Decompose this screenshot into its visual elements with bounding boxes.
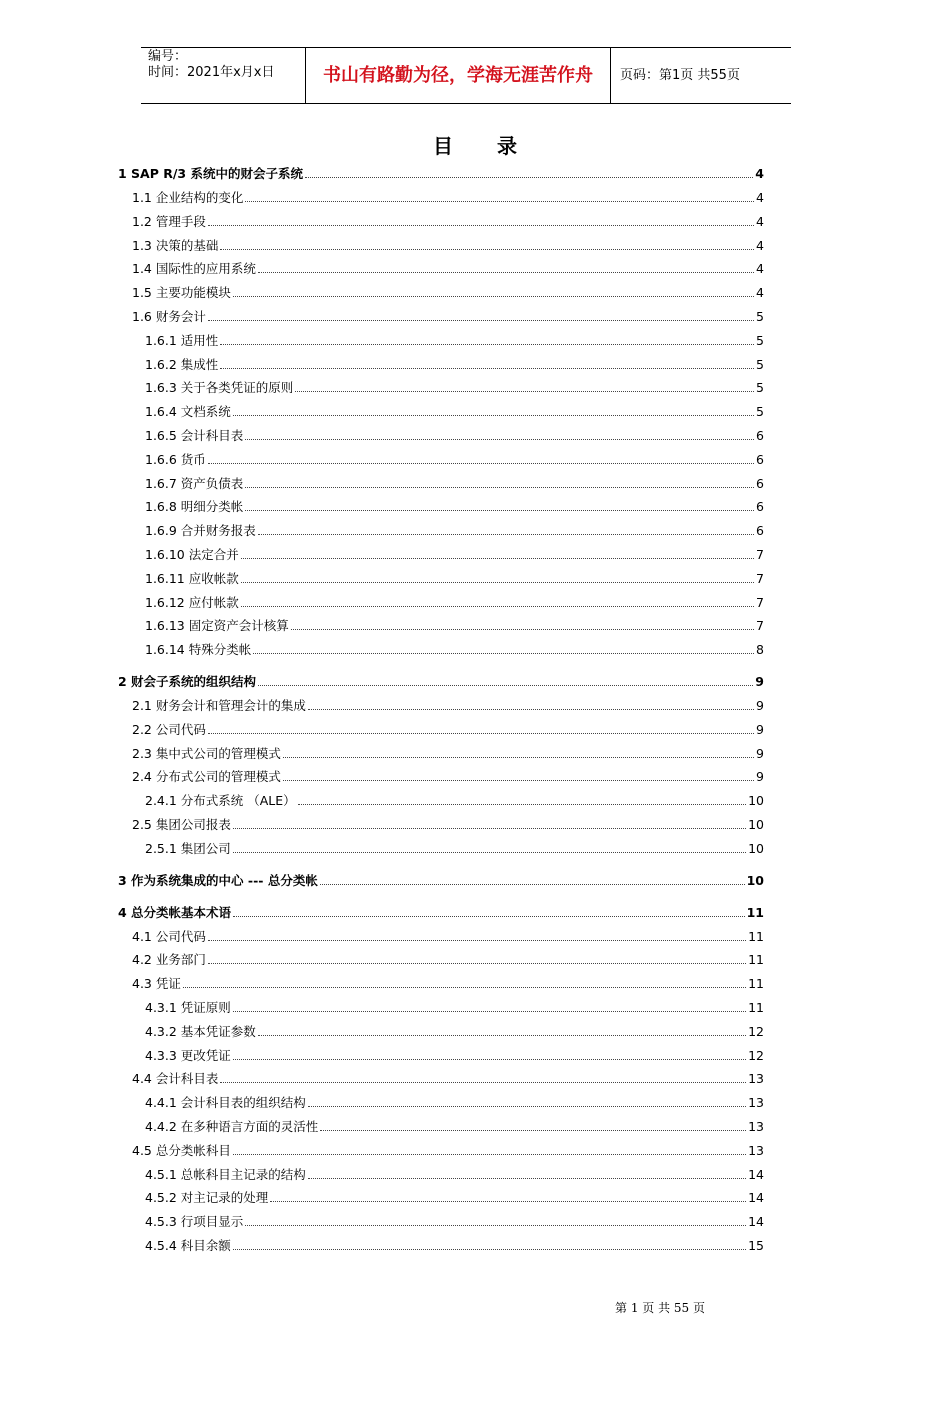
toc-entry-page: 12 (748, 1023, 764, 1039)
toc-entry-title: 2.3 集中式公司的管理模式 (132, 745, 281, 761)
toc-entry[interactable] (132, 1142, 764, 1160)
header-meta (148, 49, 274, 81)
toc-entry-title: 1.6.12 应付帐款 (145, 594, 239, 610)
toc-dot-leader (233, 415, 754, 416)
toc-dot-leader (308, 709, 754, 710)
toc-dot-leader (208, 320, 754, 321)
toc-entry-title: 4.5 总分类帐科目 (132, 1142, 231, 1158)
toc-dot-leader (183, 987, 746, 988)
toc-dot-leader (245, 1225, 746, 1226)
toc-entry-title: 2.5.1 集团公司 (145, 840, 231, 856)
toc-entry[interactable] (145, 1047, 764, 1065)
toc-dot-leader (208, 963, 746, 964)
toc-entry-page: 9 (755, 674, 764, 689)
toc-entry-page: 9 (756, 698, 764, 713)
toc-entry-page: 6 (756, 475, 764, 491)
toc-dot-leader (233, 852, 746, 853)
toc-entry-title: 1.6.1 适用性 (145, 332, 219, 348)
header-number: 编号： (148, 49, 188, 64)
toc-entry-title: 4.1 公司代码 (132, 928, 206, 944)
toc-entry[interactable] (132, 189, 764, 207)
toc-entry-page: 11 (748, 952, 764, 968)
toc-dot-leader (258, 685, 753, 686)
toc-entry[interactable] (132, 928, 764, 946)
toc-entry-page: 7 (756, 570, 764, 586)
toc-entry[interactable] (132, 308, 764, 326)
toc-entry[interactable] (132, 721, 764, 739)
toc-entry-page: 12 (748, 1047, 764, 1063)
toc-dot-leader (295, 391, 754, 392)
toc-entry-page: 10 (748, 840, 764, 856)
toc-entry-title: 2.2 公司代码 (132, 721, 206, 737)
toc-dot-leader (298, 804, 746, 805)
toc-entry[interactable] (145, 570, 764, 588)
toc-entry-title: 4.5.1 总帐科目主记录的结构 (145, 1166, 306, 1182)
header-time: 时间：2021年x月x日 (148, 65, 275, 80)
toc-entry-title: 4.5.4 科目余额 (145, 1238, 231, 1253)
toc-entry-title: 1.6.8 明细分类帐 (145, 499, 244, 515)
toc-dot-leader (258, 534, 754, 535)
toc-entry[interactable] (145, 522, 764, 540)
toc-entry[interactable] (145, 999, 764, 1017)
toc-dot-leader (291, 629, 754, 630)
toc-dot-leader (245, 439, 754, 440)
toc-entry-page: 13 (748, 1119, 764, 1134)
toc-entry[interactable] (132, 697, 764, 715)
header-motto: 书山有路勤为径，学海无涯苦作舟 (323, 65, 593, 86)
toc-entry-page: 5 (756, 380, 764, 396)
toc-entry-title: 4.3.3 更改凭证 (145, 1047, 231, 1063)
toc-entry[interactable] (145, 1189, 764, 1207)
toc-entry-title: 1.6.13 固定资产会计核算 (145, 618, 289, 634)
toc-entry[interactable] (145, 1237, 764, 1255)
toc-entry-title: 4.4 会计科目表 (132, 1071, 219, 1087)
toc-entry[interactable] (118, 904, 764, 922)
toc-dot-leader (241, 558, 754, 559)
toc-entry-page: 7 (756, 594, 764, 610)
document-title: 目录 (433, 134, 561, 158)
toc-entry-page: 6 (756, 428, 764, 443)
toc-entry-title: 1.4 国际性的应用系统 (132, 261, 256, 277)
toc-entry-title: 1.3 决策的基础 (132, 237, 219, 253)
toc-entry[interactable] (145, 792, 764, 810)
toc-entry-page: 6 (756, 523, 764, 539)
toc-entry[interactable] (118, 872, 764, 890)
toc-entry-title: 1.6.3 关于各类凭证的原则 (145, 380, 294, 396)
toc-entry-title: 2.5 集团公司报表 (132, 817, 231, 832)
toc-dot-leader (220, 368, 754, 369)
toc-entry-title: 1.6 财务会计 (132, 309, 206, 324)
toc-entry[interactable] (145, 1213, 764, 1231)
toc-entry-page: 5 (756, 332, 764, 348)
toc-entry[interactable] (145, 475, 764, 493)
toc-entry[interactable] (132, 745, 764, 763)
toc-entry-page: 14 (748, 1190, 764, 1206)
toc-entry-page: 11 (748, 1000, 764, 1015)
toc-entry-page: 9 (756, 769, 764, 785)
toc-entry-page: 4 (756, 261, 764, 277)
toc-entry-page: 9 (756, 745, 764, 761)
toc-entry-page: 10 (748, 817, 764, 832)
toc-dot-leader (258, 272, 754, 273)
toc-entry-title: 1 SAP R/3 系统中的财会子系统 (118, 166, 303, 181)
toc-entry[interactable] (132, 768, 764, 786)
toc-dot-leader (283, 757, 754, 758)
toc-dot-leader (283, 780, 754, 781)
toc-entry-page: 14 (748, 1214, 764, 1230)
toc-entry[interactable] (145, 546, 764, 564)
toc-entry[interactable] (145, 403, 764, 421)
toc-entry-title: 1.6.9 合并财务报表 (145, 523, 256, 539)
toc-entry-page: 11 (748, 976, 764, 992)
toc-entry-page: 4 (756, 213, 764, 229)
toc-entry[interactable] (145, 617, 764, 635)
toc-dot-leader (220, 344, 754, 345)
toc-dot-leader (208, 940, 746, 941)
toc-dot-leader (308, 1106, 746, 1107)
toc-dot-leader (208, 733, 754, 734)
toc-entry-title: 4.4.2 在多种语言方面的灵活性 (145, 1119, 319, 1134)
toc-entry[interactable] (132, 213, 764, 231)
toc-dot-leader (208, 225, 754, 226)
toc-entry-page: 4 (756, 285, 764, 301)
toc-dot-leader (258, 1035, 746, 1036)
toc-entry-title: 2.4 分布式公司的管理模式 (132, 769, 281, 785)
toc-entry-page: 13 (748, 1095, 764, 1111)
toc-entry-title: 1.6.10 法定合并 (145, 547, 239, 562)
toc-entry[interactable] (145, 379, 764, 397)
toc-entry[interactable] (118, 673, 764, 691)
toc-entry-title: 1.2 管理手段 (132, 213, 206, 229)
toc-entry-title: 1.6.11 应收帐款 (145, 570, 239, 586)
toc-entry-page: 7 (756, 547, 764, 562)
toc-entry-title: 1.6.4 文档系统 (145, 404, 231, 420)
toc-entry[interactable] (145, 332, 764, 350)
toc-dot-leader (241, 606, 754, 607)
toc-entry-title: 4.4.1 会计科目表的组织结构 (145, 1095, 306, 1111)
toc-dot-leader (233, 296, 754, 297)
toc-entry[interactable] (145, 1118, 764, 1136)
toc-entry[interactable] (132, 237, 764, 255)
toc-entry[interactable] (118, 165, 764, 183)
toc-entry[interactable] (132, 260, 764, 278)
toc-entry-title: 1.6.7 资产负债表 (145, 475, 244, 491)
toc-dot-leader (220, 1082, 746, 1083)
toc-dot-leader (245, 510, 754, 511)
toc-entry-page: 6 (756, 499, 764, 515)
toc-entry-title: 1.5 主要功能模块 (132, 285, 231, 301)
toc-dot-leader (233, 1059, 746, 1060)
toc-entry-page: 5 (756, 404, 764, 420)
toc-entry[interactable] (145, 1166, 764, 1184)
toc-entry-title: 4.5.3 行项目显示 (145, 1214, 244, 1230)
toc-entry-title: 4 总分类帐基本术语 (118, 904, 232, 920)
toc-dot-leader (245, 487, 754, 488)
toc-entry[interactable] (132, 951, 764, 969)
toc-entry-title: 1.6.5 会计科目表 (145, 428, 244, 443)
toc-entry[interactable] (145, 641, 764, 659)
toc-dot-leader (253, 653, 754, 654)
toc-entry-page: 8 (756, 642, 764, 658)
toc-entry-title: 4.3.2 基本凭证参数 (145, 1023, 256, 1039)
toc-entry[interactable] (145, 840, 764, 858)
toc-entry-page: 14 (748, 1166, 764, 1182)
toc-entry-title: 1.6.2 集成性 (145, 356, 219, 372)
toc-entry[interactable] (145, 594, 764, 612)
toc-entry-page: 7 (756, 618, 764, 634)
toc-entry-title: 4.3.1 凭证原则 (145, 1000, 231, 1015)
toc-dot-leader (305, 177, 753, 178)
toc-dot-leader (220, 249, 754, 250)
toc-entry-title: 2.1 财务会计和管理会计的集成 (132, 698, 306, 713)
toc-dot-leader (308, 1178, 746, 1179)
toc-entry[interactable] (132, 1070, 764, 1088)
toc-dot-leader (233, 1154, 746, 1155)
toc-entry-title: 4.5.2 对主记录的处理 (145, 1190, 269, 1206)
toc-entry[interactable] (132, 975, 764, 993)
toc-entry[interactable] (145, 451, 764, 469)
toc-entry-page: 5 (756, 309, 764, 324)
toc-entry[interactable] (132, 816, 764, 834)
toc-dot-leader (241, 582, 754, 583)
toc-entry-page: 4 (755, 166, 764, 181)
toc-dot-leader (208, 463, 754, 464)
toc-entry-page: 6 (756, 451, 764, 467)
toc-dot-leader (233, 1249, 746, 1250)
toc-entry[interactable] (145, 1023, 764, 1041)
header-divider (610, 47, 611, 103)
toc-entry-page: 11 (748, 928, 764, 944)
toc-dot-leader (270, 1201, 746, 1202)
toc-dot-leader (233, 828, 746, 829)
toc-entry-title: 4.3 凭证 (132, 976, 181, 992)
toc-entry-title: 1.6.14 特殊分类帐 (145, 642, 252, 658)
toc-dot-leader (320, 884, 745, 885)
toc-entry-page: 13 (748, 1142, 764, 1158)
toc-entry[interactable] (145, 498, 764, 516)
toc-entry[interactable] (145, 1094, 764, 1112)
toc-entry-page: 4 (756, 237, 764, 253)
header-top-rule (141, 47, 791, 48)
toc-dot-leader (233, 1011, 746, 1012)
toc-entry-page: 10 (748, 793, 764, 809)
toc-dot-leader (320, 1130, 746, 1131)
toc-entry-page: 10 (746, 872, 764, 888)
toc-entry-page: 9 (756, 721, 764, 737)
toc-entry-title: 2.4.1 分布式系统 （ALE） (145, 793, 296, 809)
toc-entry-title: 2 财会子系统的组织结构 (118, 674, 257, 689)
toc-entry-title: 1.6.6 货币 (145, 451, 206, 467)
toc-entry-page: 13 (748, 1071, 764, 1087)
toc-entry[interactable] (145, 356, 764, 374)
toc-entry-title: 3 作为系统集成的中心 --- 总分类帐 (118, 872, 318, 888)
toc-entry-page: 4 (756, 190, 764, 205)
toc-dot-leader (233, 916, 745, 917)
header-bottom-rule (141, 103, 791, 104)
toc-entry[interactable] (132, 284, 764, 302)
toc-entry[interactable] (145, 427, 764, 445)
toc-entry-title: 4.2 业务部门 (132, 952, 206, 968)
header-page-info: 页码：第1页 共55页 (620, 68, 740, 83)
toc-dot-leader (245, 201, 754, 202)
page-footer: 第 1 页 共 55 页 (615, 1301, 705, 1315)
toc-entry-page: 15 (748, 1238, 764, 1253)
toc-entry-title: 1.1 企业结构的变化 (132, 190, 244, 205)
toc-entry-page: 5 (756, 356, 764, 372)
toc-entry-page: 11 (746, 904, 764, 920)
